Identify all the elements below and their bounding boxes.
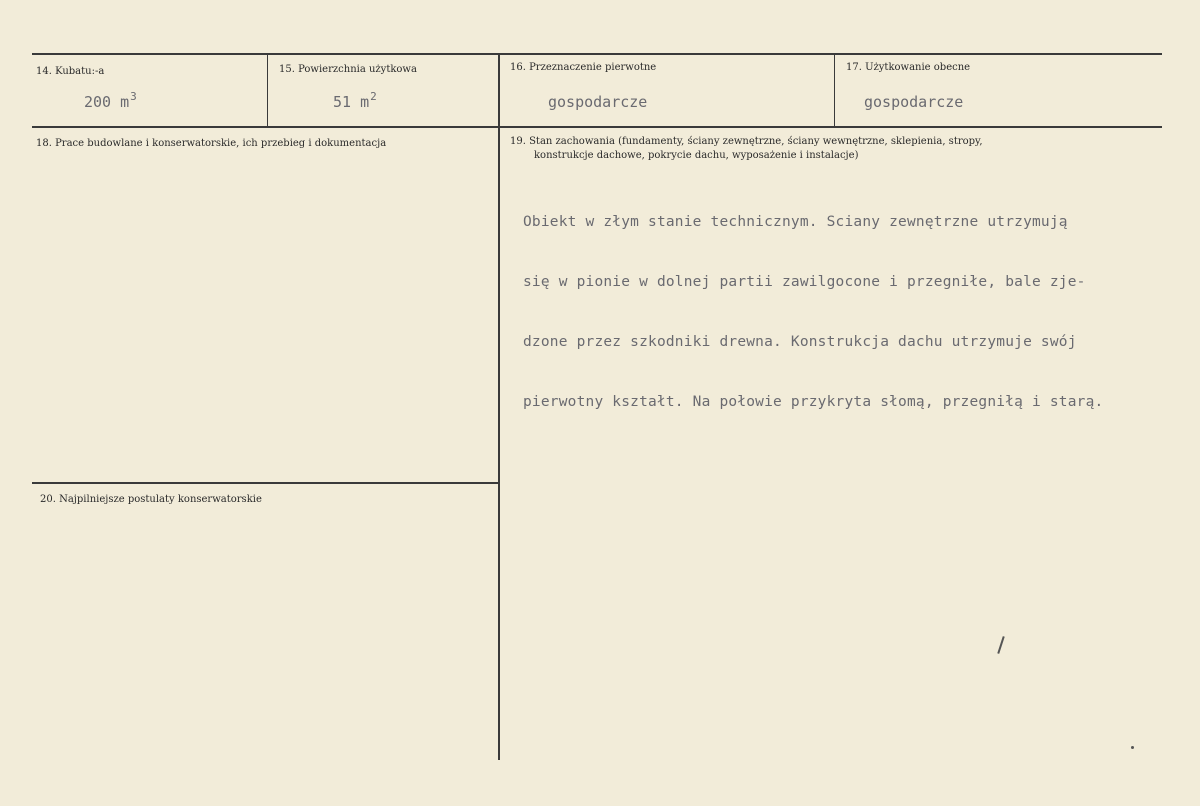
field-18-label: 18. Prace budowlane i konserwatorskie, ich przebieg i dokumentacja xyxy=(36,138,387,149)
description-line-3: dzone przez szkodniki drewna. Konstrukcja dachu utrzymuje swój xyxy=(523,334,1077,350)
field-19-label-line-1: 19. Stan zachowania (fundamenty, ściany zewnętrzne, ściany wewnętrzne, sklepienia, stropy, xyxy=(510,136,983,147)
field-14-value-text: 200 m xyxy=(84,93,130,111)
dot-mark xyxy=(1131,746,1134,749)
field-20-label: 20. Najpilniejsze postulaty konserwatorskie xyxy=(40,494,262,505)
field-16-value: gospodarcze xyxy=(548,93,648,111)
col-divider-1 xyxy=(267,54,268,127)
description-line-1: Obiekt w złym stanie technicznym. Sciany zewnętrzne utrzymują xyxy=(523,214,1068,230)
pencil-stroke-mark xyxy=(997,636,1004,654)
field-14-value xyxy=(84,90,137,111)
row1-bottom-rule xyxy=(32,126,1162,128)
field-15-value-exponent: 2 xyxy=(370,90,377,103)
field-19-description xyxy=(523,172,1183,432)
top-rule xyxy=(32,53,1162,55)
field-14-value-exponent: 3 xyxy=(130,90,137,103)
field-16-label: 16. Przeznaczenie pierwotne xyxy=(510,62,657,73)
description-line-2: się w pionie w dolnej partii zawilgocone i przegniłe, bale zje- xyxy=(523,274,1086,290)
field-19-label-line-2: konstrukcje dachowe, pokrycie dachu, wyposażenie i instalacje) xyxy=(534,150,859,161)
field-15-value-text: 51 m xyxy=(333,93,370,111)
section-20-rule xyxy=(32,482,499,484)
field-14-label: 14. Kubatu:-a xyxy=(36,66,105,77)
field-17-label: 17. Użytkowanie obecne xyxy=(846,62,971,73)
field-15-value xyxy=(333,90,377,111)
col-divider-3 xyxy=(834,54,835,127)
field-17-value: gospodarcze xyxy=(864,93,964,111)
description-line-4: pierwotny kształt. Na połowie przykryta słomą, przegniłą i starą. xyxy=(523,394,1104,410)
col-divider-2 xyxy=(498,54,500,760)
field-15-label: 15. Powierzchnia użytkowa xyxy=(279,64,417,75)
